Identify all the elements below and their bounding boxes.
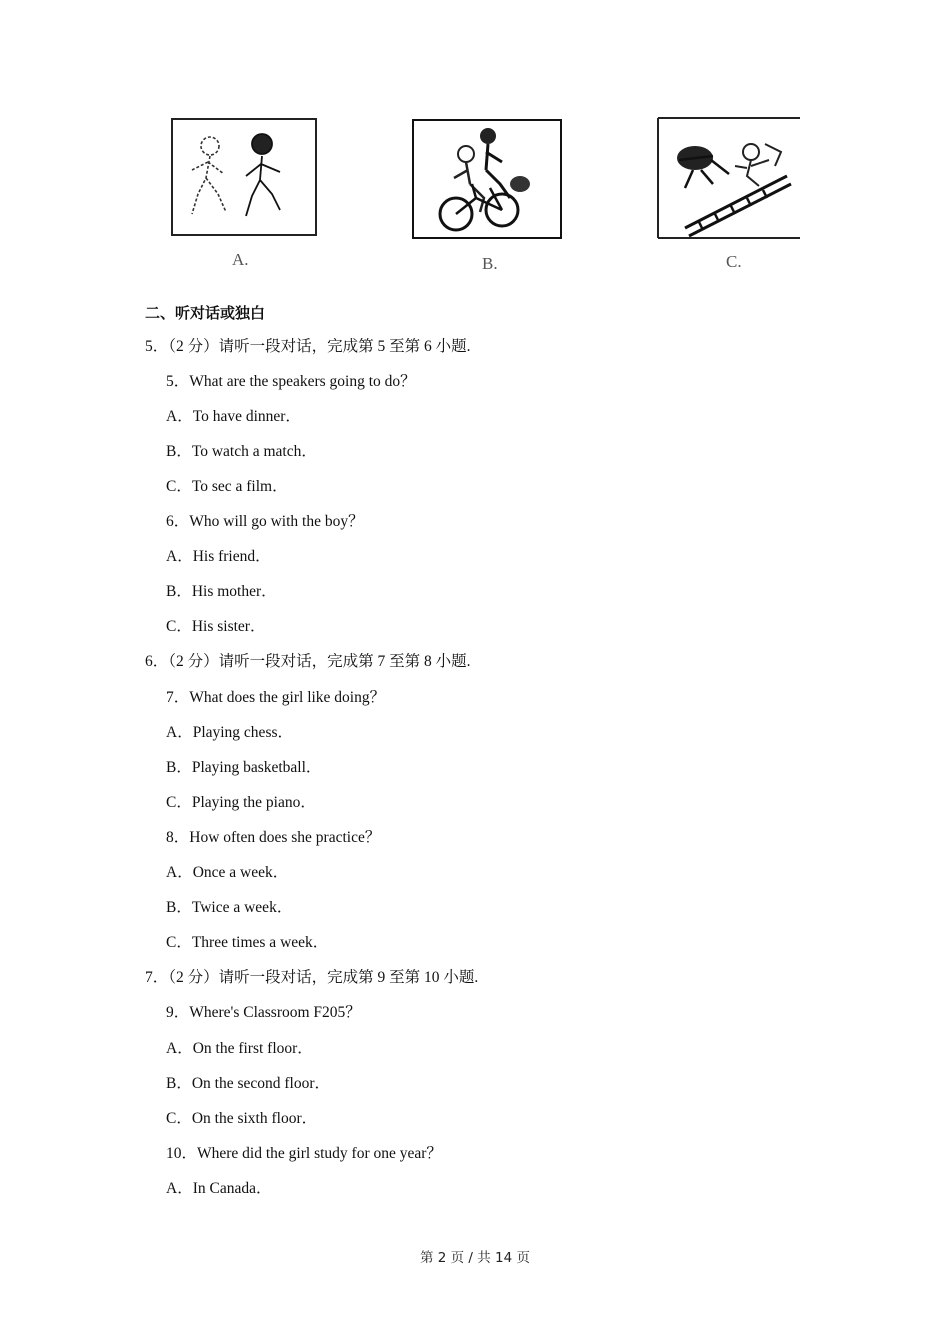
picture-c-label: C. (726, 252, 742, 271)
question-stem: 7．What does the girl like doing？ (166, 689, 386, 706)
option: C．Playing the piano． (166, 794, 316, 811)
picture-b-label: B. (482, 254, 498, 273)
question-stem: 5．What are the speakers going to do？ (166, 373, 416, 390)
option: B．His mother． (166, 583, 277, 600)
question-stem: 9．Where's Classroom F205？ (166, 1004, 361, 1021)
option: C．Three times a week． (166, 934, 329, 951)
group-heading: 5．（2 分）请听一段对话，完成第 5 至第 6 小题. (145, 338, 471, 355)
group-heading: 7．（2 分）请听一段对话，完成第 9 至第 10 小题. (145, 969, 479, 986)
question-stem: 6．Who will go with the boy？ (166, 513, 364, 530)
option: C．On the sixth floor． (166, 1110, 318, 1127)
page-footer: 第 2 页 / 共 14 页 (419, 1250, 531, 1266)
option: A．His friend． (166, 548, 271, 565)
picture-a-running (168, 116, 320, 240)
picture-b-cycling (410, 118, 564, 242)
option: C．His sister． (166, 618, 266, 635)
option: C．To sec a film． (166, 478, 288, 495)
option: A．In Canada． (166, 1180, 272, 1197)
option: A．To have dinner． (166, 408, 301, 425)
option: B．To watch a match． (166, 443, 317, 460)
option: A．On the first floor． (166, 1040, 313, 1057)
option: B．On the second floor． (166, 1075, 331, 1092)
section-title: 二、听对话或独白 (145, 304, 266, 322)
option: A．Playing chess． (166, 724, 294, 741)
question-stem: 10．Where did the girl study for one year？ (166, 1145, 442, 1162)
option: A．Once a week． (166, 864, 289, 881)
option: B．Playing basketball． (166, 759, 322, 776)
group-heading: 6．（2 分）请听一段对话，完成第 7 至第 8 小题. (145, 653, 471, 670)
picture-a-label: A. (232, 250, 249, 269)
question-stem: 8．How often does she practice？ (166, 829, 381, 846)
picture-c-climbing (655, 116, 800, 240)
option: B．Twice a week． (166, 899, 293, 916)
